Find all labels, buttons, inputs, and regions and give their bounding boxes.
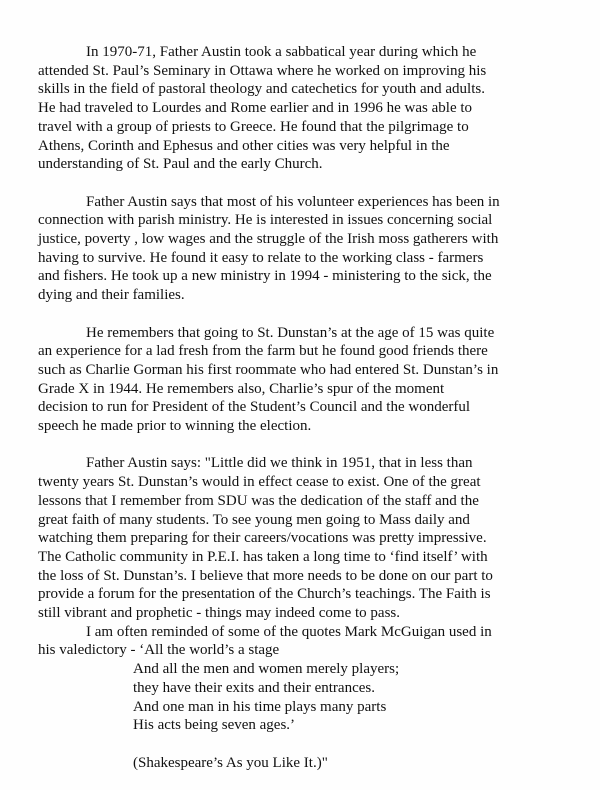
text-line: lessons that I remember from SDU was the dedication of the staff and the: [38, 492, 479, 509]
text-line: an experience for a lad fresh from the farm but he found good friends there: [38, 343, 488, 360]
text-line: such as Charlie Gorman his first roommate who had entered St. Dunstan’s in: [38, 361, 499, 378]
text-line: connection with parish ministry. He is interested in issues concerning social: [38, 212, 493, 229]
text-line: He had traveled to Lourdes and Rome earlier and in 1996 he was able to: [38, 100, 473, 117]
text-line: skills in the field of pastoral theology and catechetics for youth and adults.: [38, 81, 485, 98]
paragraph-sabbatical: [38, 43, 568, 174]
text-line: I am often reminded of some of the quotes Mark McGuigan used in: [86, 623, 492, 640]
text-line: watching them preparing for their careers/vocations was pretty impressive.: [38, 530, 487, 547]
spacer: [133, 735, 568, 754]
paragraph-volunteer: [38, 193, 568, 305]
paragraph-st-dunstans: [38, 324, 568, 436]
text-line: still vibrant and prophetic - things may indeed come to pass.: [38, 605, 401, 622]
text-line: speech he made prior to winning the election.: [38, 418, 312, 435]
text-line: great faith of many students. To see young men going to Mass daily and: [38, 511, 470, 528]
text-line: provide a forum for the presentation of the Church’s teachings. The Faith is: [38, 586, 491, 603]
text-line: The Catholic community in P.E.I. has taken a long time to ‘find itself’ with: [38, 548, 488, 565]
text-line: understanding of St. Paul and the early Church.: [38, 156, 323, 173]
text-line: having to survive. He found it easy to relate to the working class - farmers: [38, 249, 484, 266]
text-line: Athens, Corinth and Ephesus and other cities was very helpful in the: [38, 137, 450, 154]
citation: (Shakespeare’s As you Like It.)": [133, 754, 328, 771]
document-body: [38, 43, 568, 772]
text-line: justice, poverty , low wages and the struggle of the Irish moss gatherers with: [38, 231, 499, 248]
text-line: twenty years St. Dunstan’s would in effect cease to exist. One of the great: [38, 474, 481, 491]
shakespeare-quote: [38, 660, 568, 772]
text-line: travel with a group of priests to Greece. He found that the pilgrimage to: [38, 118, 469, 135]
poem-line: His acts being seven ages.’: [133, 717, 296, 734]
poem-line: And one man in his time plays many parts: [133, 698, 387, 715]
text-line: attended St. Paul’s Seminary in Ottawa where he worked on improving his: [38, 62, 487, 79]
text-line: and fishers. He took up a new ministry in 1994 - ministering to the sick, the: [38, 268, 492, 285]
text-line: decision to run for President of the Student’s Council and the wonderful: [38, 399, 471, 416]
text-line: In 1970-71, Father Austin took a sabbatical year during which he: [86, 44, 477, 60]
poem-line: they have their exits and their entrances.: [133, 679, 375, 696]
text-line: Father Austin says that most of his volunteer experiences has been in: [86, 193, 500, 210]
paragraph-valedictory: [38, 623, 568, 660]
text-line: his valedictory - ‘All the world’s a stage: [38, 642, 280, 659]
text-line: dying and their families.: [38, 287, 185, 304]
poem-line: And all the men and women merely players;: [133, 661, 400, 678]
text-line: Grade X in 1944. He remembers also, Charlie’s spur of the moment: [38, 380, 445, 397]
text-line: the loss of St. Dunstan’s. I believe that more needs to be done on our part to: [38, 567, 493, 584]
text-line: He remembers that going to St. Dunstan’s at the age of 15 was quite: [86, 324, 495, 341]
paragraph-quote: [38, 454, 568, 622]
text-line: Father Austin says: "Little did we think in 1951, that in less than: [86, 455, 473, 472]
